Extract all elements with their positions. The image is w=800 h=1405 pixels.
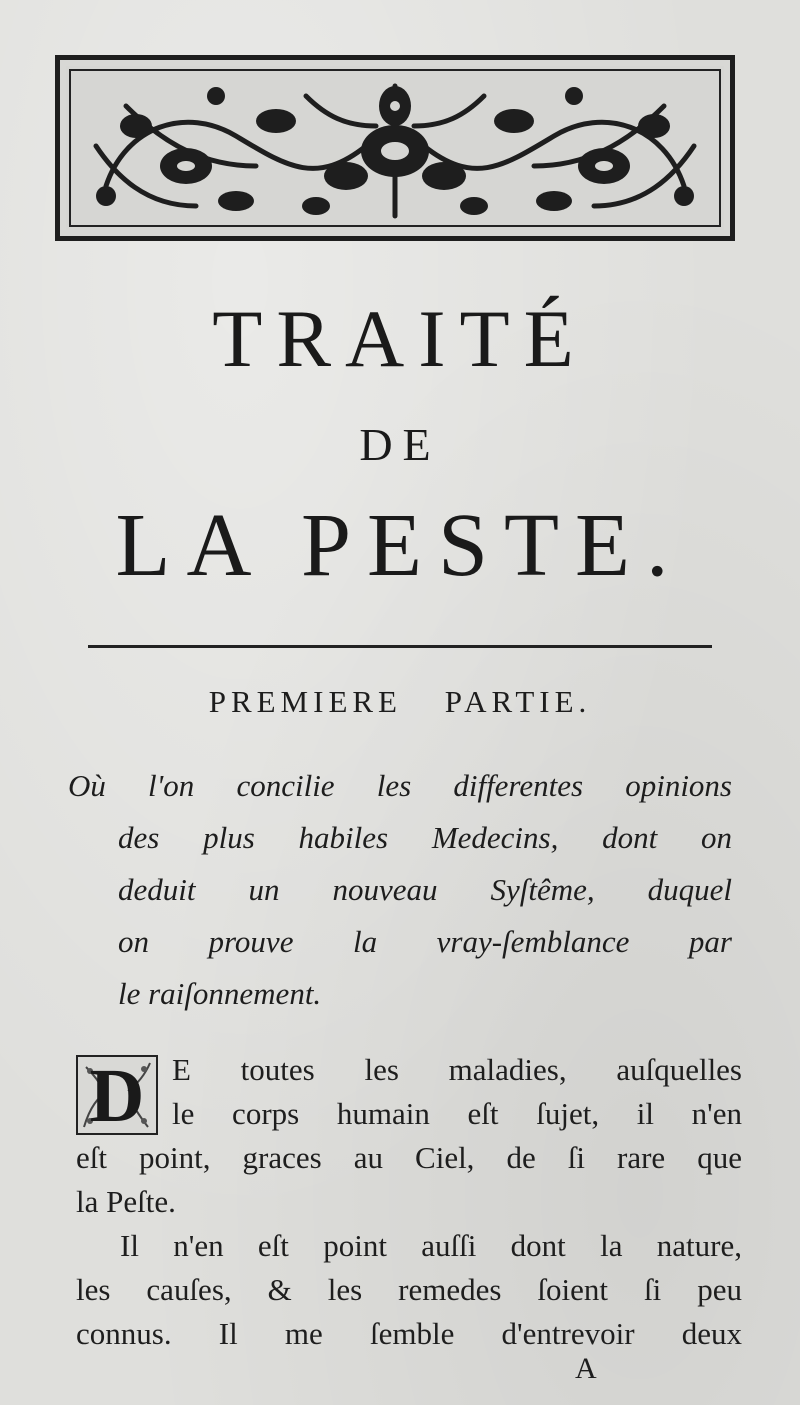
summary-line: des plus habiles Medecins, dont on xyxy=(118,820,732,855)
body-line: eſt point, graces au Ciel, de ſi rare que xyxy=(76,1140,742,1175)
signature-mark: A xyxy=(575,1352,597,1385)
summary-line: deduit un nouveau Syſtême, duquel xyxy=(118,872,732,907)
summary-line: Où l'on concilie les differentes opinions xyxy=(68,768,732,803)
title-line-3: LA PESTE. xyxy=(115,496,685,595)
body-line: connus. Il me ſemble d'entrevoir deux xyxy=(76,1316,742,1351)
ornamental-initial-icon xyxy=(76,1054,158,1138)
floral-headpiece-art xyxy=(66,66,724,230)
body-line: les cauſes, & les remedes ſoient ſi peu xyxy=(76,1272,742,1307)
body-line: Il n'en eſt point auſſi dont la nature, xyxy=(120,1228,742,1263)
title-line-1: TRAITÉ xyxy=(212,293,588,384)
body-line: la Peſte. xyxy=(76,1184,176,1219)
summary-line: le raiſonnement. xyxy=(118,976,322,1011)
title-divider xyxy=(88,645,712,648)
title-line-2: DE xyxy=(359,419,441,470)
summary-line: on prouve la vray-ſemblance par xyxy=(118,924,732,959)
body-line: le corps humain eſt ſujet, il n'en xyxy=(172,1096,742,1131)
body-line: E toutes les maladies, auſquelles xyxy=(172,1052,742,1087)
floral-headpiece-icon xyxy=(55,55,735,241)
part-heading: PREMIERE PARTIE. xyxy=(208,684,592,719)
drop-cap-letter: D xyxy=(89,1054,145,1138)
